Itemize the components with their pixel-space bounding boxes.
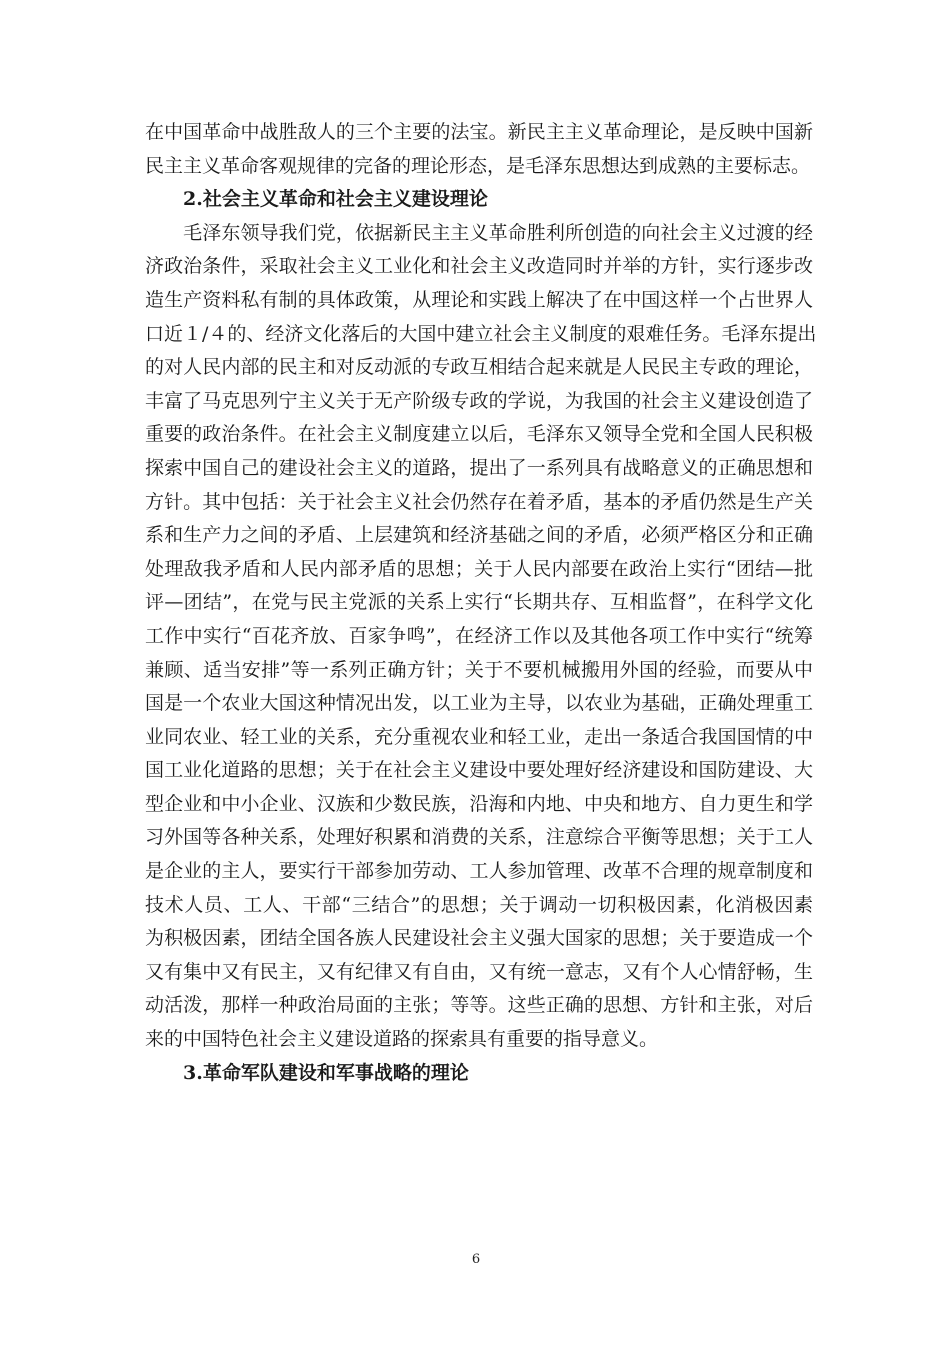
text-line: 动活泼，那样一种政治局面的主张；等等。这些正确的思想、方针和主张，对后: [145, 994, 813, 1017]
text-line: 系和生产力之间的矛盾、上层建筑和经济基础之间的矛盾，必须严格区分和正确: [145, 524, 813, 547]
text-line: 型企业和中小企业、汉族和少数民族，沿海和内地、中央和地方、自力更生和学: [145, 792, 813, 815]
text-line: 又有集中又有民主，又有纪律又有自由，又有统一意志，又有个人心情舒畅，生: [145, 960, 813, 983]
text-line: 业同农业、轻工业的关系，充分重视农业和轻工业，走出一条适合我国国情的中: [145, 725, 813, 748]
text-line: 探索中国自己的建设社会主义的道路，提出了一系列具有战略意义的正确思想和: [145, 456, 813, 479]
text-line: 技术人员、工人、干部“三结合”的思想；关于调动一切积极因素，化消极因素: [145, 893, 813, 916]
text-line: 的对人民内部的民主和对反动派的专政互相结合起来就是人民民主专政的理论，: [145, 356, 813, 379]
text-line: 为积极因素，团结全国各族人民建设社会主义强大国家的思想；关于要造成一个: [145, 927, 813, 950]
text-line: 造生产资料私有制的具体政策，从理论和实践上解决了在中国这样一个占世界人: [145, 288, 813, 311]
text-line: 济政治条件，采取社会主义工业化和社会主义改造同时并举的方针，实行逐步改: [145, 255, 813, 278]
paragraph-continuation: [145, 116, 813, 183]
text-line: 口近１/４的、经济文化落后的大国中建立社会主义制度的艰难任务。毛泽东提出: [145, 322, 817, 345]
text-line: 来的中国特色社会主义建设道路的探索具有重要的指导意义。: [145, 1028, 659, 1051]
text-line: 习外国等各种关系，处理好积累和消费的关系，注意综合平衡等思想；关于工人: [145, 826, 813, 849]
section-heading-2: 2.社会主义革命和社会主义建设理论: [183, 188, 488, 211]
text-line: 兼顾、适当安排”等一系列正确方针；关于不要机械搬用外国的经验，而要从中: [145, 658, 813, 681]
text-line: 重要的政治条件。在社会主义制度建立以后，毛泽东又领导全党和全国人民积极: [145, 423, 813, 446]
text-line: 国是一个农业大国这种情况出发，以工业为主导，以农业为基础，正确处理重工: [145, 692, 813, 715]
text-line: 丰富了马克思列宁主义关于无产阶级专政的学说，为我国的社会主义建设创造了: [145, 389, 813, 412]
text-line: 毛泽东领导我们党，依据新民主主义革命胜利所创造的向社会主义过渡的经: [145, 221, 813, 244]
text-line: 评—团结”，在党与民主党派的关系上实行“长期共存、互相监督”，在科学文化: [145, 591, 813, 614]
text-line: 民主主义革命客观规律的完备的理论形态，是毛泽东思想达到成熟的主要标志。: [145, 154, 811, 177]
text-line: 在中国革命中战胜敌人的三个主要的法宝。新民主主义革命理论，是反映中国新: [145, 121, 813, 143]
text-line: 是企业的主人，要实行干部参加劳动、工人参加管理、改革不合理的规章制度和: [145, 860, 813, 883]
text-line: 国工业化道路的思想；关于在社会主义建设中要处理好经济建设和国防建设、大: [145, 759, 813, 782]
text-line: 处理敌我矛盾和人民内部矛盾的思想；关于人民内部要在政治上实行“团结—批: [145, 557, 813, 580]
text-line: 工作中实行“百花齐放、百家争鸣”，在经济工作以及其他各项工作中实行“统筹: [145, 624, 813, 647]
text-line: 方针。其中包括：关于社会主义社会仍然存在着矛盾，基本的矛盾仍然是生产关: [145, 490, 813, 513]
paragraph-section-2: [145, 217, 817, 1057]
document-body: [145, 116, 817, 1090]
section-heading-3: 3.革命军队建设和军事战略的理论: [183, 1061, 469, 1084]
page-number: 6: [471, 1252, 481, 1267]
